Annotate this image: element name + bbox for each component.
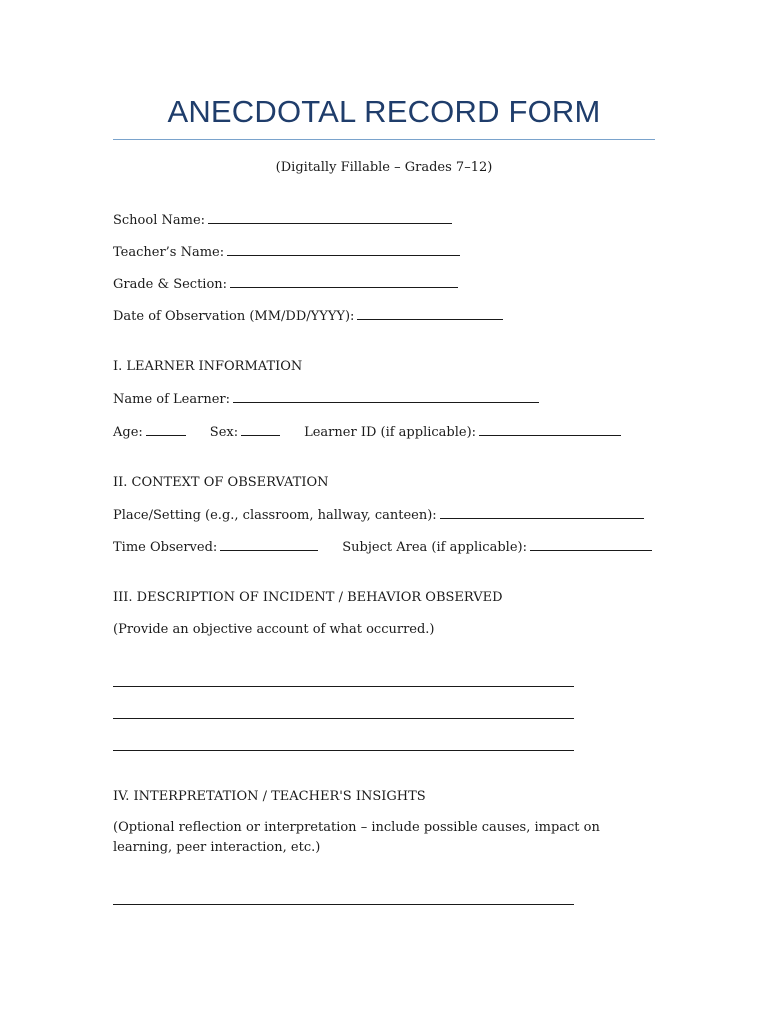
description-line-3[interactable] xyxy=(113,750,574,751)
school-name-row xyxy=(113,212,452,229)
sex-field[interactable] xyxy=(241,424,280,436)
age-field[interactable] xyxy=(146,424,186,436)
learner-name-row xyxy=(113,391,539,408)
teacher-name-label: Teacher’s Name: xyxy=(113,245,225,260)
section-learner-information-heading: I. LEARNER INFORMATION xyxy=(113,359,303,374)
section-description-heading: III. DESCRIPTION OF INCIDENT / BEHAVIOR OBSERVED xyxy=(113,590,503,605)
teacher-name-row xyxy=(113,244,460,261)
description-instruction: (Provide an objective account of what occurred.) xyxy=(113,622,435,637)
learner-id-field[interactable] xyxy=(479,424,621,436)
section-context-heading: II. CONTEXT OF OBSERVATION xyxy=(113,475,329,490)
date-observation-row xyxy=(113,308,503,325)
time-observed-label: Time Observed: xyxy=(113,540,218,555)
description-line-2[interactable] xyxy=(113,718,574,719)
page-title: ANECDOTAL RECORD FORM xyxy=(167,94,601,129)
time-subject-row xyxy=(113,539,652,556)
school-name-field[interactable] xyxy=(208,212,452,224)
date-observation-label: Date of Observation (MM/DD/YYYY): xyxy=(113,309,355,324)
interpretation-instruction: (Optional reflection or interpretation – include possible causes, impact on learning, peer interaction, etc.) xyxy=(113,820,600,855)
date-observation-field[interactable] xyxy=(357,308,503,320)
grade-section-row xyxy=(113,276,458,293)
learner-id-label: Learner ID (if applicable): xyxy=(304,425,477,440)
school-name-label: School Name: xyxy=(113,213,206,228)
age-sex-id-row xyxy=(113,424,621,441)
subject-area-field[interactable] xyxy=(530,539,652,551)
grade-section-label: Grade & Section: xyxy=(113,277,228,292)
place-setting-field[interactable] xyxy=(440,507,644,519)
time-observed-field[interactable] xyxy=(220,539,318,551)
place-setting-label: Place/Setting (e.g., classroom, hallway, canteen): xyxy=(113,508,437,523)
interpretation-line-1[interactable] xyxy=(113,904,574,905)
title-divider xyxy=(113,139,655,140)
age-label: Age: xyxy=(113,425,143,440)
section-interpretation-heading: IV. INTERPRETATION / TEACHER'S INSIGHTS xyxy=(113,789,426,804)
learner-name-label: Name of Learner: xyxy=(113,392,230,407)
place-setting-row xyxy=(113,507,644,524)
sex-label: Sex: xyxy=(209,425,239,440)
teacher-name-field[interactable] xyxy=(227,244,460,256)
subject-area-label: Subject Area (if applicable): xyxy=(342,540,527,555)
page-subtitle: (Digitally Fillable – Grades 7–12) xyxy=(275,160,493,175)
description-line-1[interactable] xyxy=(113,686,574,687)
learner-name-field[interactable] xyxy=(233,391,539,403)
grade-section-field[interactable] xyxy=(230,276,458,288)
